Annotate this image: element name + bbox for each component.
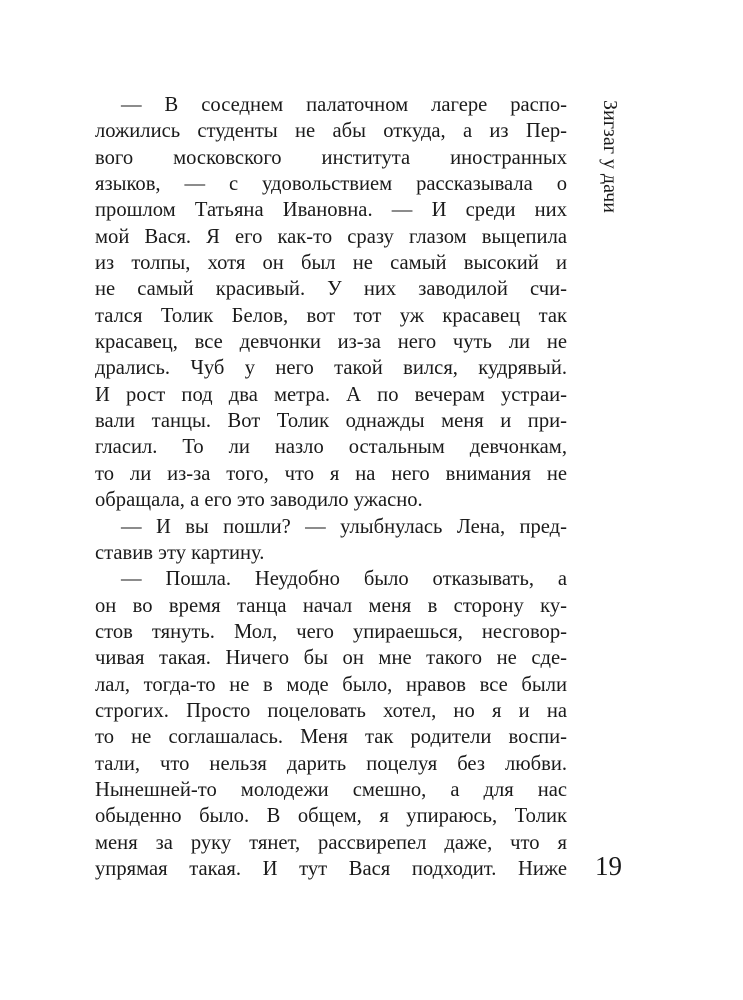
text-line: строгих. Просто поцеловать хотел, но я и на bbox=[95, 699, 567, 722]
text-line: вого московского института иностранных bbox=[95, 146, 567, 169]
text-line: то ли из-за того, что я на него внимания не bbox=[95, 462, 567, 485]
text-line: дрались. Чуб у него такой вился, кудрявый. bbox=[95, 357, 567, 380]
text-line: вали танцы. Вот Толик однажды меня и при- bbox=[95, 410, 567, 433]
text-line: лал, тогда-то не в моде было, нравов все были bbox=[95, 673, 567, 696]
running-head: Зигзаг у дачи bbox=[599, 100, 621, 213]
page-number: 19 bbox=[595, 851, 622, 881]
text-line: ставив эту картину. bbox=[95, 541, 265, 564]
text-line: упрямая такая. И тут Вася подходит. Ниже bbox=[95, 857, 567, 880]
text-line: чивая такая. Ничего бы он мне такого не сде- bbox=[95, 647, 567, 670]
text-line: не самый красивый. У них заводилой счи- bbox=[95, 278, 567, 301]
text-line: красавец, все девчонки из-за него чуть ли не bbox=[95, 331, 567, 354]
text-line: языков, — с удовольствием рассказывала о bbox=[95, 173, 567, 196]
text-line: обыденно было. В общем, я упираюсь, Толик bbox=[95, 805, 567, 828]
text-line: И рост под два метра. А по вечерам устраи- bbox=[95, 383, 567, 406]
text-line: он во время танца начал меня в сторону ку- bbox=[95, 594, 567, 617]
text-line: прошлом Татьяна Ивановна. — И среди них bbox=[95, 199, 567, 222]
text-line: меня за руку тянет, рассвирепел даже, что я bbox=[95, 831, 567, 854]
text-line: ложились студенты не абы откуда, а из Пер- bbox=[95, 120, 567, 143]
text-line: тался Толик Белов, вот тот уж красавец так bbox=[95, 304, 567, 327]
text-line: — И вы пошли? — улыбнулась Лена, пред- bbox=[121, 515, 567, 538]
text-line: гласил. То ли назло остальным девчонкам, bbox=[95, 436, 567, 459]
text-line: — Пошла. Неудобно было отказывать, а bbox=[121, 568, 567, 591]
text-line: мой Вася. Я его как-то сразу глазом выцепила bbox=[95, 225, 567, 248]
text-line: обращала, а его это заводило ужасно. bbox=[95, 489, 423, 512]
body-text bbox=[95, 92, 567, 882]
text-line: то не соглашалась. Меня так родители воспи- bbox=[95, 726, 567, 749]
text-line: Нынешней-то молодежи смешно, а для нас bbox=[95, 778, 567, 801]
text-line: — В соседнем палаточном лагере распо- bbox=[121, 94, 567, 116]
text-line: из толпы, хотя он был не самый высокий и bbox=[95, 252, 567, 275]
text-line: тали, что нельзя дарить поцелуя без любви. bbox=[95, 752, 567, 775]
text-line: стов тянуть. Мол, чего упираешься, несговор- bbox=[95, 620, 567, 643]
